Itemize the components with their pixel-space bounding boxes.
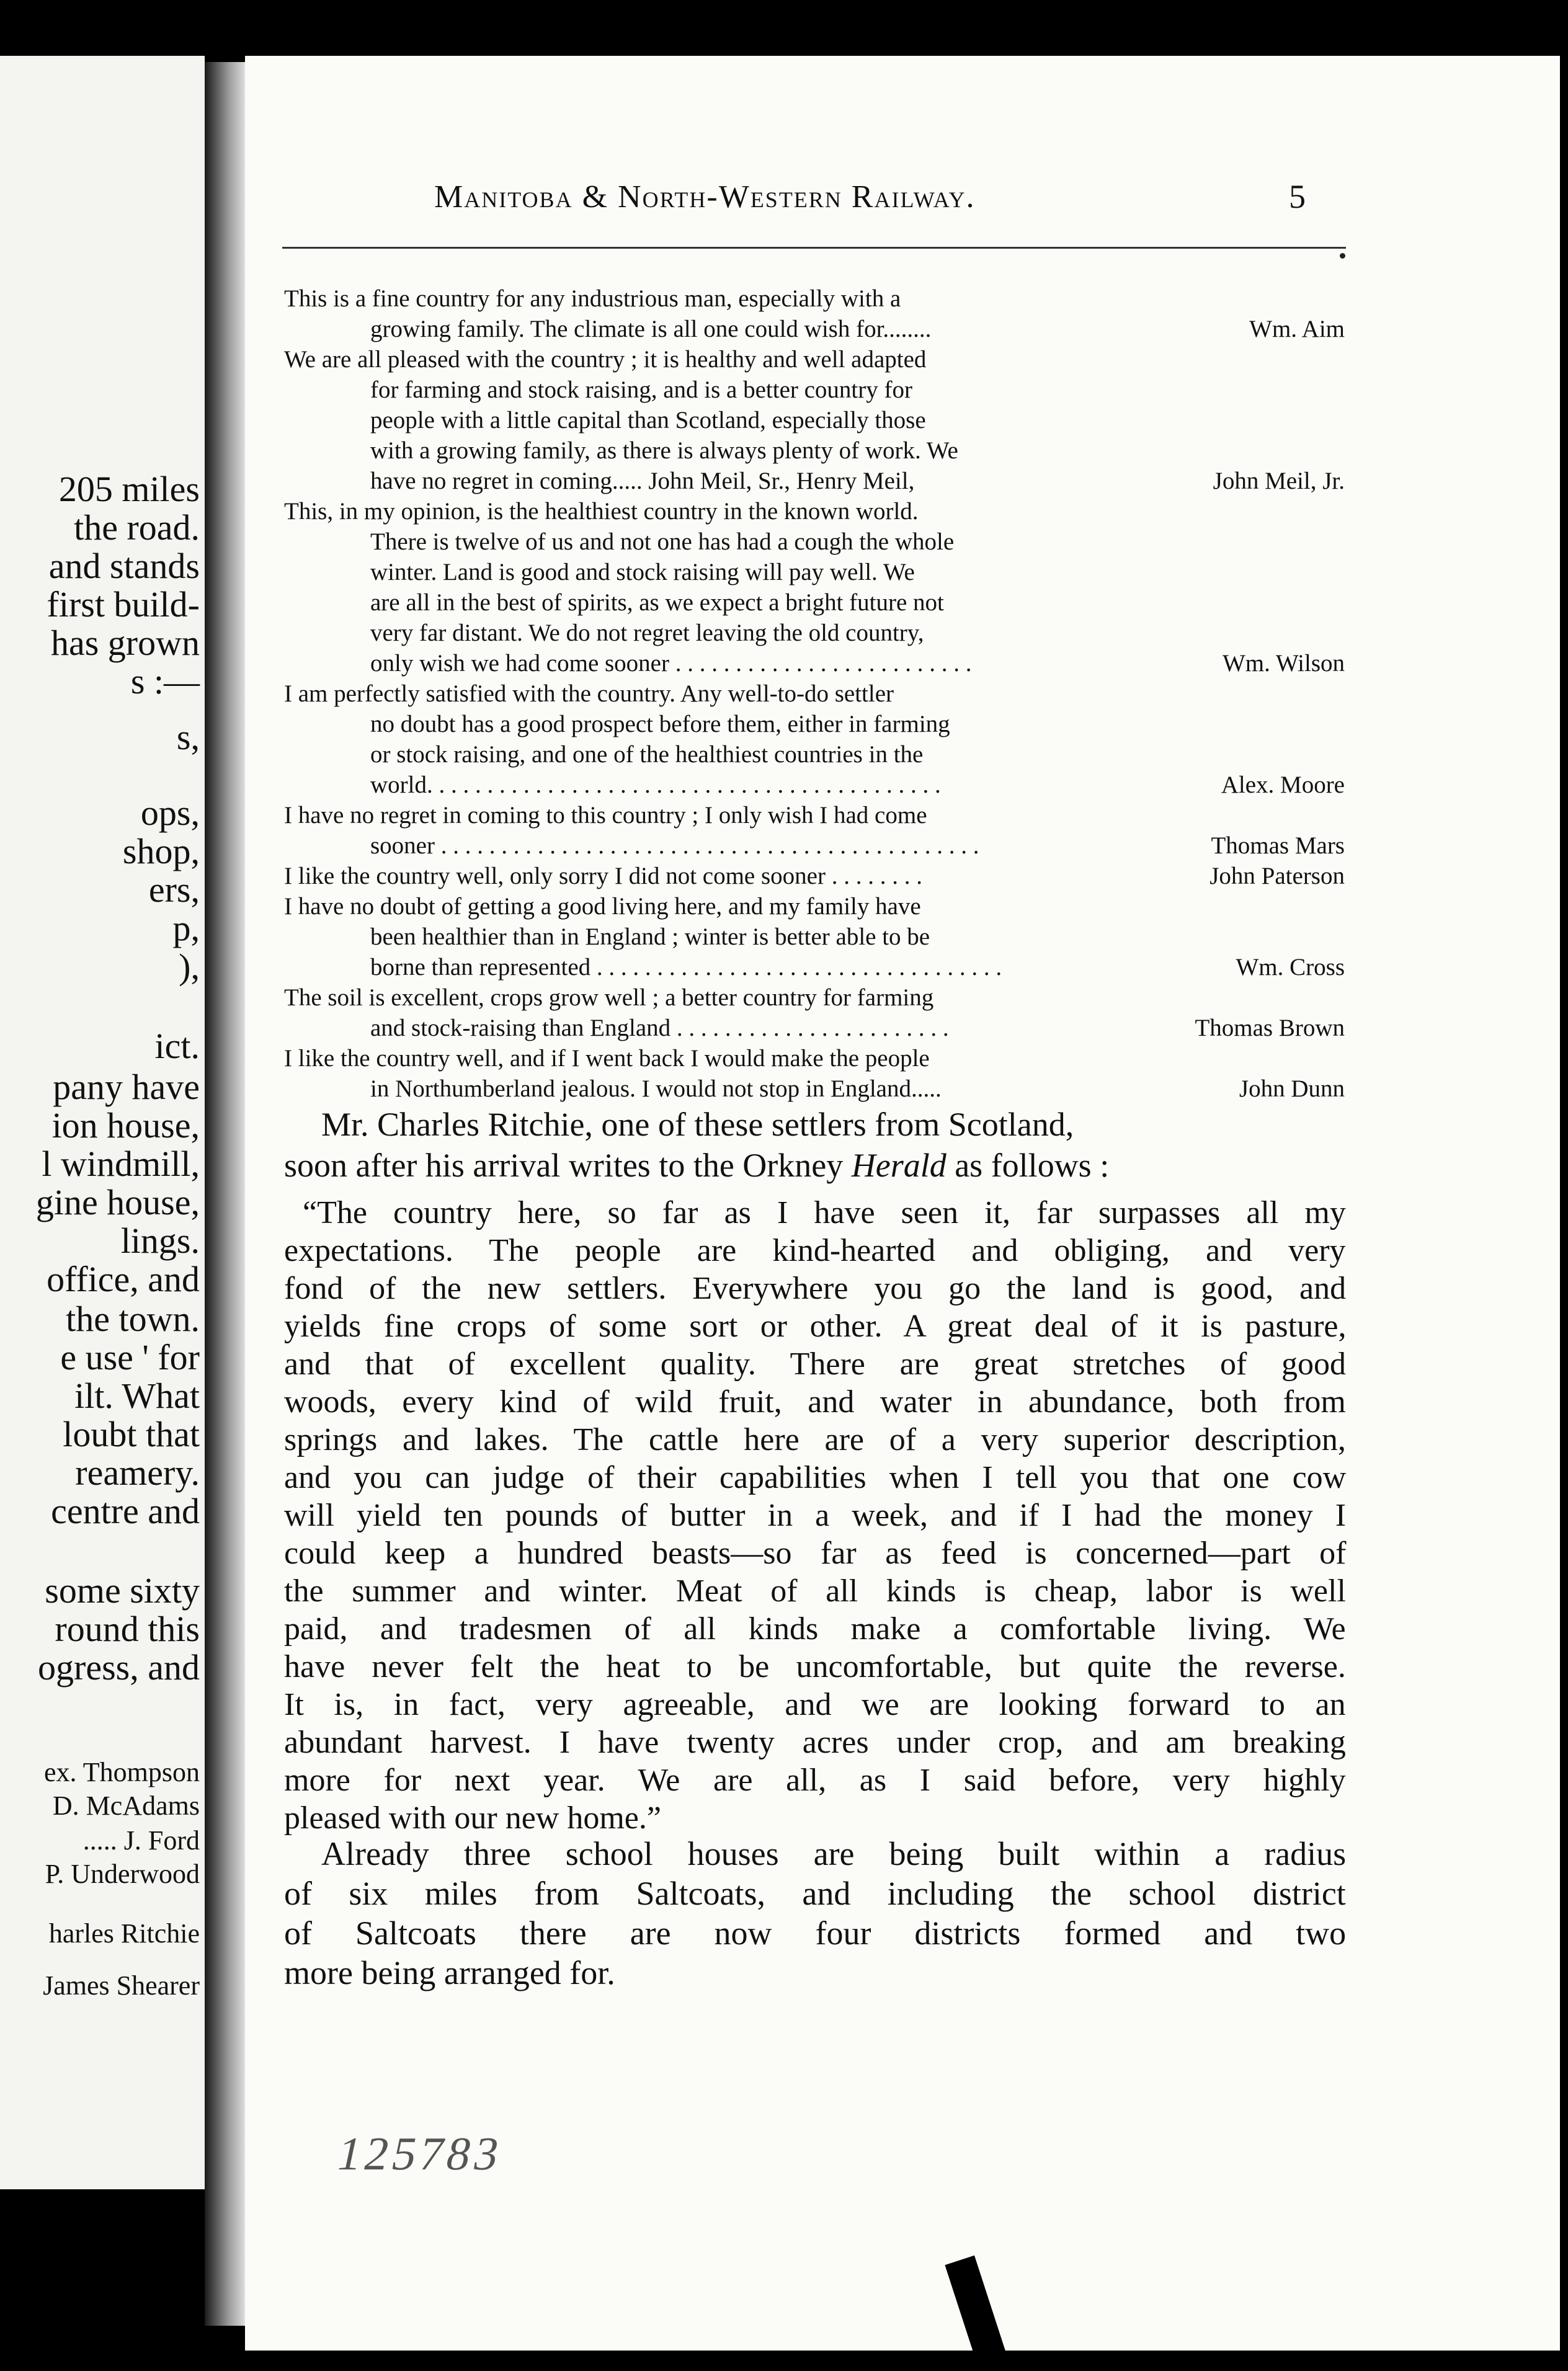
testimonial-line: in Northumberland jealous. I would not stop in England..... [370, 1075, 942, 1102]
facing-page-text-fragment: s :— [130, 661, 200, 701]
testimonial-line: for farming and stock raising, and is a better country for [370, 376, 912, 403]
facing-page-text-fragment: ogress, and [38, 1647, 200, 1688]
header-rule [282, 247, 1346, 249]
testimonial-line: no doubt has a good prospect before them, either in farming [370, 711, 950, 737]
testimonial-line: This is a fine country for any industrious man, especially with a [284, 285, 901, 312]
letter-line: the summer and winter. Meat of all kinds is cheap, labor is well [284, 1573, 1346, 1609]
facing-page-text-fragment: lings. [120, 1221, 200, 1261]
closing-line: of Saltcoats there are now four districts formed and two [284, 1915, 1347, 1952]
letter-line: could keep a hundred beasts—so far as feed is concerned—part of [284, 1536, 1347, 1571]
testimonial-line: only wish we had come sooner . . . . . . . . . . . . . . . . . . . . . . . . . [370, 650, 972, 677]
facing-page-text-fragment: ), [179, 946, 200, 987]
testimonial-signature: Wm. Cross [1236, 954, 1345, 981]
letter-line: paid, and tradesmen of all kinds make a comfortable living. We [284, 1611, 1346, 1647]
facing-page-text-fragment: P. Underwood [45, 1859, 200, 1889]
testimonial-line: This, in my opinion, is the healthiest country in the known world. [284, 498, 919, 525]
facing-page-text-fragment: ex. Thompson [44, 1757, 200, 1787]
facing-page-fragment [0, 56, 205, 2189]
letter-line: have never felt the heat to be uncomfortable, but quite the reverse. [284, 1649, 1346, 1684]
facing-page-text-fragment: ict. [154, 1026, 200, 1066]
testimonial-line: and stock-raising than England . . . . . . . . . . . . . . . . . . . . . . . [370, 1015, 949, 1041]
letter-line: woods, every kind of wild fruit, and water in abundance, both from [284, 1384, 1346, 1420]
facing-page-text-fragment: ers, [148, 870, 200, 910]
testimonial-line: have no regret in coming..... John Meil, Sr., Henry Meil, [370, 468, 915, 494]
testimonial-signature: Wm. Aim [1249, 316, 1345, 342]
closing-line: of six miles from Saltcoats, and including the school district [284, 1875, 1346, 1912]
testimonial-line: been healthier than in England ; winter is better able to be [370, 923, 930, 950]
testimonial-line: I like the country well, and if I went back I would make the people [284, 1045, 930, 1072]
letter-line: springs and lakes. The cattle here are of a very superior description, [284, 1422, 1346, 1457]
facing-page-text-fragment: D. McAdams [52, 1790, 200, 1821]
facing-page-text-fragment: s, [176, 717, 200, 757]
testimonial-signature: Wm. Wilson [1222, 650, 1345, 677]
facing-page-text-fragment: office, and [47, 1259, 200, 1299]
facing-page-text-fragment: James Shearer [43, 1970, 200, 2001]
testimonial-line: There is twelve of us and not one has had a cough the whole [370, 528, 955, 555]
testimonial-line: with a growing family, as there is always plenty of work. We [370, 437, 958, 464]
testimonial-line: winter. Land is good and stock raising will pay well. We [370, 559, 915, 585]
testimonial-line: very far distant. We do not regret leaving the old country, [370, 620, 924, 646]
letter-line: will yield ten pounds of butter in a week, and if I had the money I [284, 1498, 1347, 1533]
testimonial-signature: John Paterson [1209, 863, 1345, 889]
facing-page-text-fragment: some sixty [45, 1570, 200, 1611]
facing-page-text-fragment: p, [172, 908, 200, 948]
testimonial-line: The soil is excellent, crops grow well ; a better country for farming [284, 984, 934, 1011]
letter-line: pleased with our new home.” [284, 1800, 661, 1836]
intro-text: soon after his arrival writes to the Orkney [284, 1147, 852, 1184]
testimonial-line: people with a little capital than Scotland, especially those [370, 407, 926, 434]
accession-stamp: 125783 [332, 2128, 508, 2180]
book-gutter [205, 62, 248, 2326]
intro-line [284, 1149, 1109, 1182]
facing-page-text-fragment: shop, [122, 831, 200, 871]
facing-page-text-fragment: ops, [140, 793, 200, 833]
facing-page-text-fragment: the town. [66, 1299, 200, 1339]
letter-line: expectations. The people are kind-hearted and obliging, and very [284, 1233, 1346, 1268]
facing-page-text-fragment: round this [55, 1609, 200, 1649]
testimonial-signature: Alex. Moore [1221, 772, 1345, 798]
facing-page-text-fragment: and stands [48, 546, 200, 586]
testimonial-line: We are all pleased with the country ; it is healthy and well adapted [284, 346, 927, 373]
facing-page-text-fragment: l windmill, [42, 1144, 200, 1184]
facing-page-text-fragment: ion house, [51, 1105, 200, 1145]
facing-page-text-fragment: the road. [74, 507, 200, 548]
testimonial-line: I like the country well, only sorry I did not come sooner . . . . . . . . [284, 863, 922, 889]
letter-line: more for next year. We are all, as I said before, very highly [284, 1763, 1346, 1798]
letter-line: yields fine crops of some sort or other. A great deal of it is pasture, [284, 1309, 1347, 1344]
testimonial-signature: Thomas Mars [1211, 832, 1345, 859]
letter-line: fond of the new settlers. Everywhere you go the land is good, and [284, 1271, 1347, 1306]
running-head: Manitoba & North-Western Railway. [434, 179, 976, 215]
testimonial-line: or stock raising, and one of the healthiest countries in the [370, 741, 924, 768]
facing-page-text-fragment: centre and [51, 1491, 200, 1531]
letter-line: and you can judge of their capabilities when I tell you that one cow [284, 1460, 1347, 1495]
testimonial-signature: Thomas Brown [1195, 1015, 1345, 1041]
closing-line: more being arranged for. [284, 1954, 615, 1991]
testimonial-line: I am perfectly satisfied with the country. Any well-to-do settler [284, 680, 894, 707]
intro-line: Mr. Charles Ritchie, one of these settlers from Scotland, [321, 1106, 1074, 1143]
letter-line: It is, in fact, very agreeable, and we are looking forward to an [284, 1687, 1346, 1722]
facing-page-text-fragment: loubt that [63, 1414, 200, 1454]
facing-page-text-fragment: ilt. What [74, 1376, 200, 1416]
rule-ornament-dot [1340, 253, 1345, 259]
testimonial-line: world. . . . . . . . . . . . . . . . . . . . . . . . . . . . . . . . . . . . . . . . . . . [370, 772, 941, 798]
testimonial-signature: John Meil, Jr. [1213, 468, 1345, 494]
facing-page-text-fragment: harles Ritchie [48, 1918, 200, 1949]
testimonial-signature: John Dunn [1239, 1075, 1345, 1102]
facing-page-text-fragment: reamery. [75, 1452, 200, 1493]
facing-page-text-fragment: pany have [53, 1067, 200, 1107]
closing-line: Already three school houses are being built within a radius [321, 1835, 1347, 1872]
letter-line: abundant harvest. I have twenty acres under crop, and am breaking [284, 1725, 1346, 1760]
testimonial-line: I have no doubt of getting a good living here, and my family have [284, 893, 921, 920]
facing-page-text-fragment: ..... J. Ford [82, 1825, 200, 1856]
facing-page-text-fragment: first build- [47, 584, 200, 625]
facing-page-text-fragment: 205 miles [58, 469, 200, 509]
intro-text: as follows : [946, 1147, 1110, 1184]
facing-page-text-fragment: gine house, [35, 1182, 200, 1222]
facing-page-text-fragment: e use ' for [60, 1337, 200, 1377]
testimonial-line: growing family. The climate is all one could wish for........ [370, 316, 932, 342]
page-number: 5 [1289, 178, 1306, 215]
facing-page-text-fragment: has grown [50, 623, 200, 663]
testimonial-line: are all in the best of spirits, as we expect a bright future not [370, 589, 944, 616]
testimonial-line: sooner . . . . . . . . . . . . . . . . . . . . . . . . . . . . . . . . . . . . . . . . . . . . . [370, 832, 979, 859]
newspaper-name: Herald [851, 1147, 947, 1184]
letter-line: and that of excellent quality. There are great stretches of good [284, 1346, 1347, 1382]
testimonial-line: I have no regret in coming to this country ; I only wish I had come [284, 802, 927, 829]
letter-line: “The country here, so far as I have seen it, far surpasses all my [303, 1195, 1346, 1230]
testimonial-line: borne than represented . . . . . . . . . . . . . . . . . . . . . . . . . . . . . . . . . . [370, 954, 1002, 981]
